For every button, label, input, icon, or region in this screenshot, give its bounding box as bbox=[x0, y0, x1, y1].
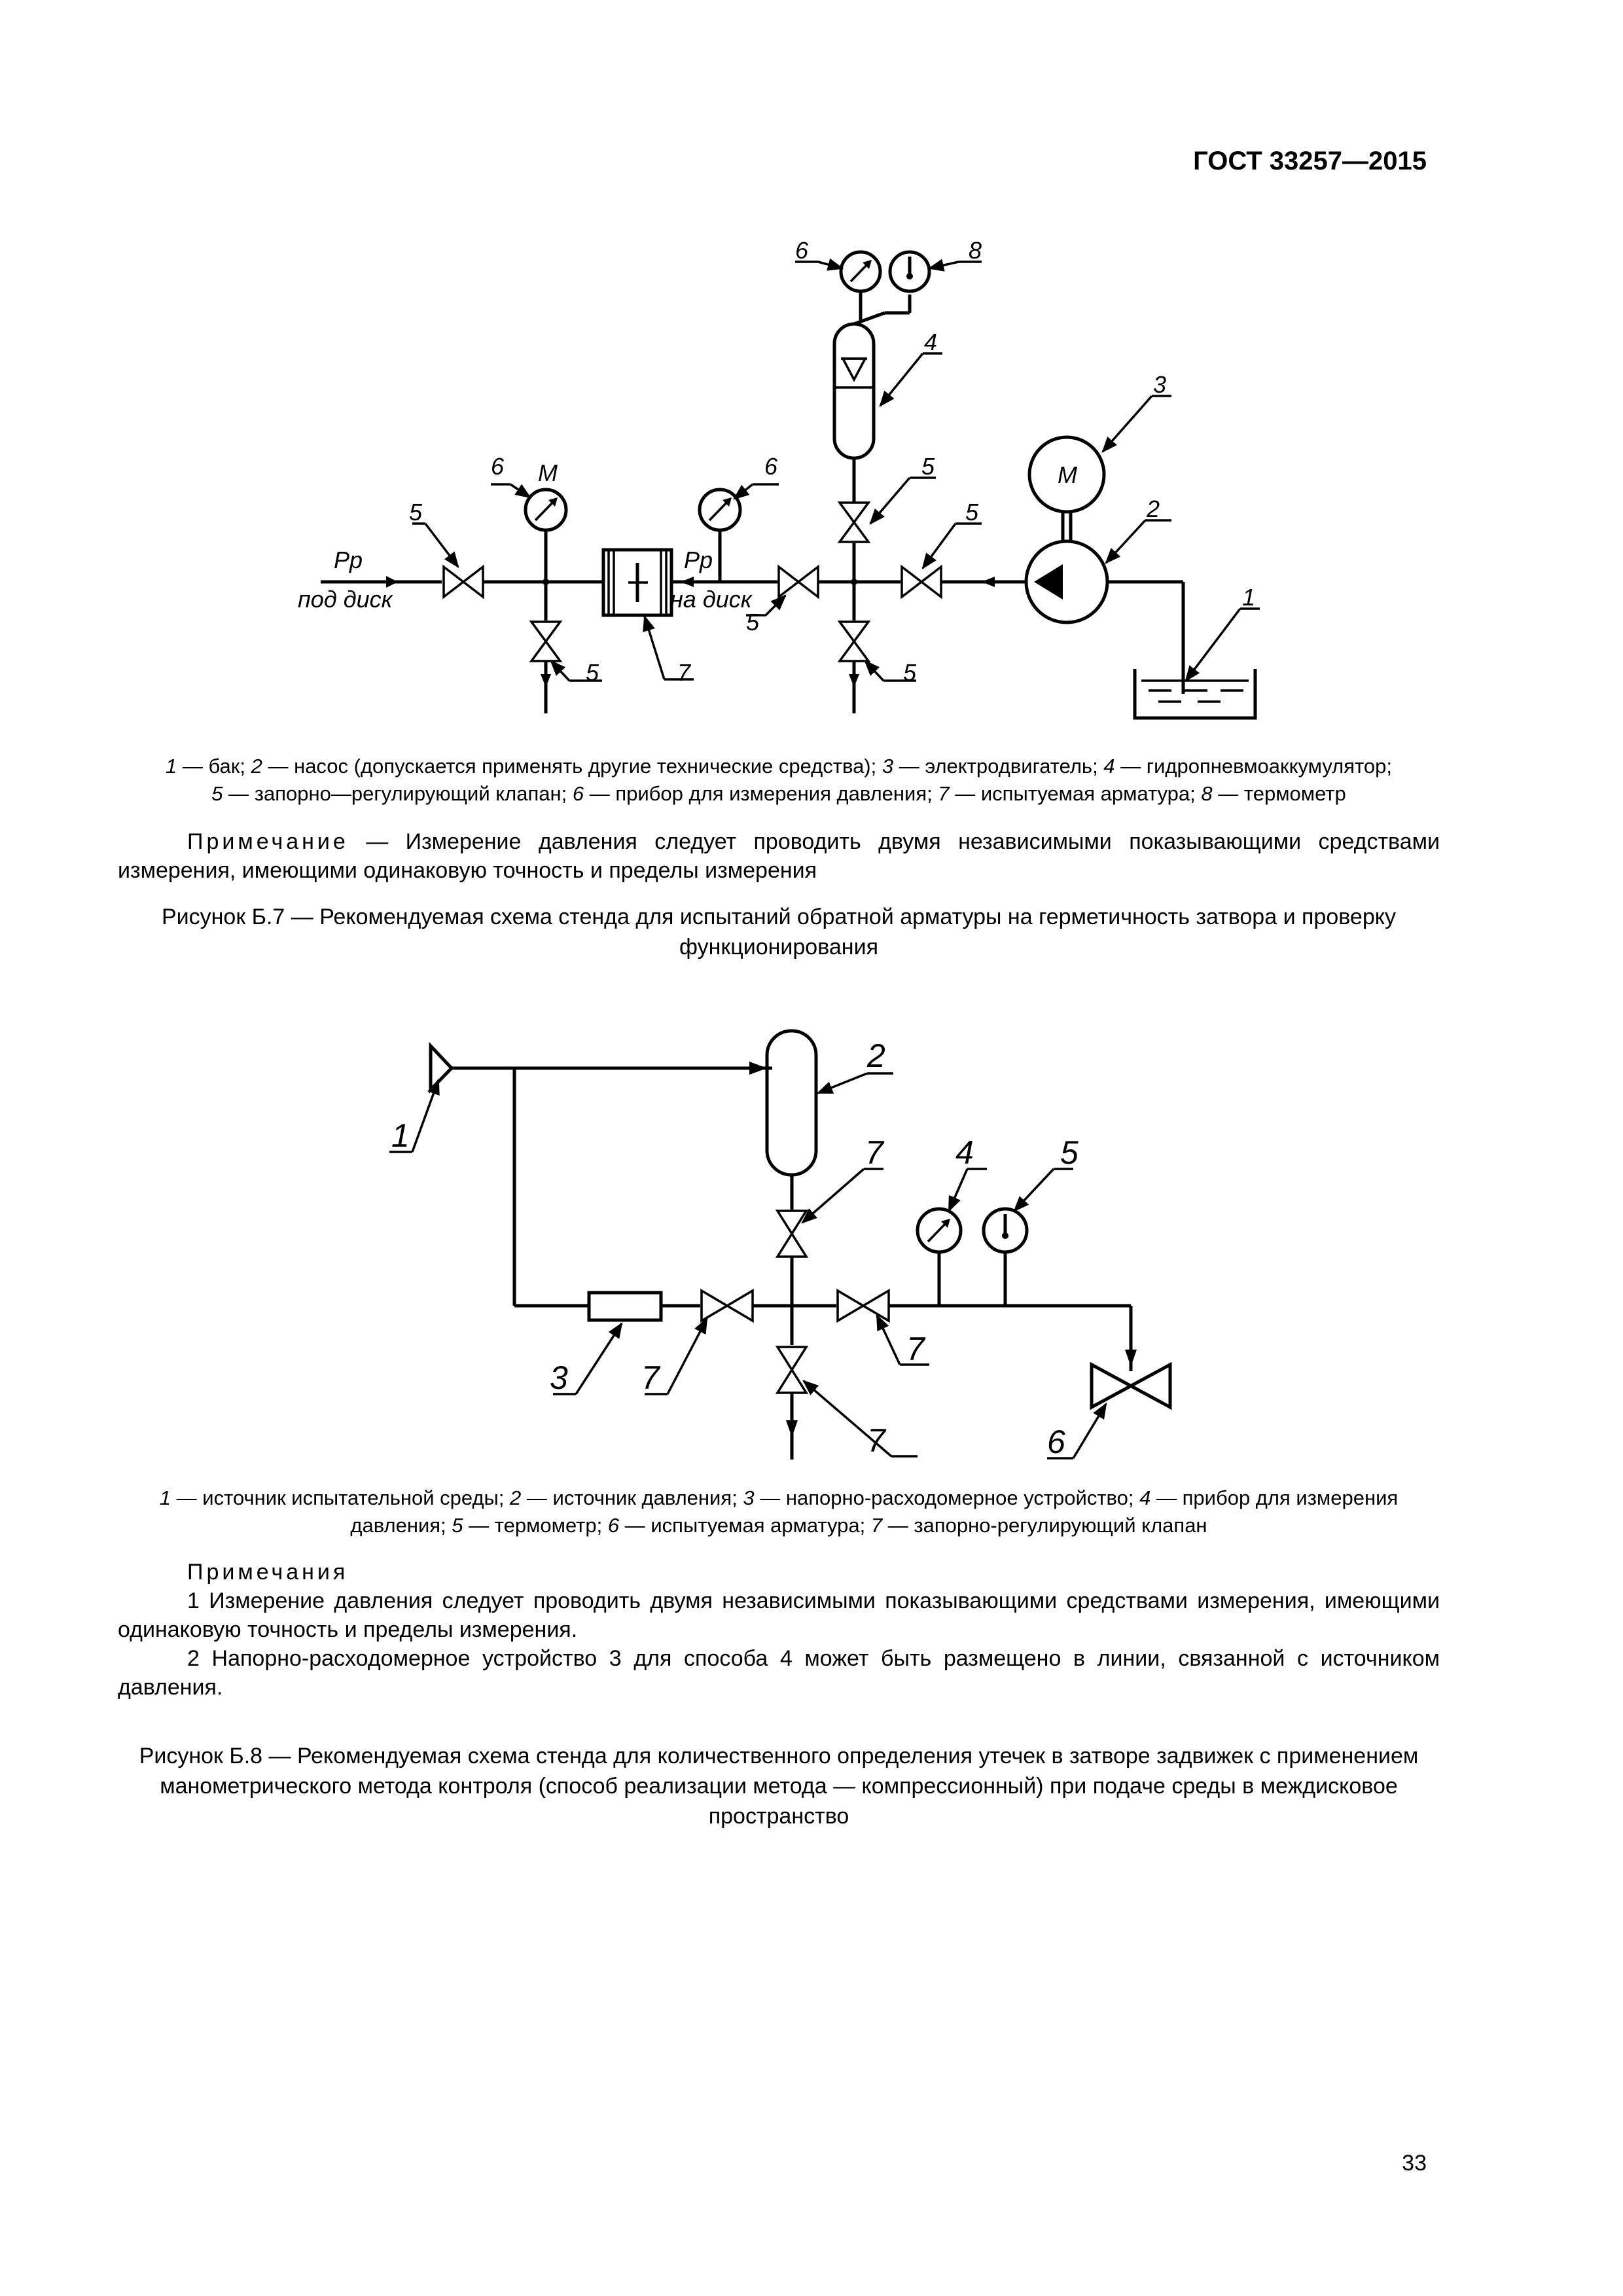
tank bbox=[1135, 669, 1255, 718]
figure-b7-legend: 1 — бак; 2 — насос (допускается применять другие технические средства); 3 — электродвигатель; 4 — гидропневмоаккумулятор; 5 — запорно—регулирующий клапан; 6 — прибор для измерения давления; 7 — испытуемая арматура; 8 — термометр bbox=[166, 755, 1392, 805]
note-1: 1 Измерение давления следует проводить двумя независимыми показывающими средствами измерения, имеющими одинаковую точность и пределы измерения. bbox=[118, 1588, 1440, 1642]
label-4: 4 bbox=[924, 329, 938, 355]
figure-b8-caption: Рисунок Б.8 — Рекомендуемая схема стенда для количественного определения утечек в затворе задвижек с применением манометрического метода контроля (способ реализации метода — компрессионный) при подаче среды в междисковое пространство bbox=[139, 1744, 1419, 1829]
label-b8-7b: 7 bbox=[641, 1359, 660, 1396]
document-header: ГОСТ 33257—2015 bbox=[1193, 147, 1427, 175]
figure-b8-diagram bbox=[0, 1021, 1623, 1479]
label-5e: 5 bbox=[903, 659, 917, 686]
valve-drain bbox=[777, 1347, 806, 1393]
label-b8-7d: 7 bbox=[867, 1422, 885, 1459]
figure-b7-diagram bbox=[0, 223, 1623, 733]
valve-inlet bbox=[444, 567, 483, 597]
test-medium-source bbox=[431, 1046, 452, 1090]
label-na-disk: на диск bbox=[670, 586, 752, 613]
figure-b8-legend: 1 — источник испытательной среды; 2 — источник давления; 3 — напорно-расходомерное устройство; 4 — прибор для измерения давления; 5 — термометр; 6 — испытуемая арматура; 7 — запорно-регулирующий клапан bbox=[159, 1486, 1399, 1537]
label-b8-2: 2 bbox=[867, 1037, 885, 1074]
figure-b7-caption: Рисунок Б.7 — Рекомендуемая схема стенда для испытаний обратной арматуры на герметичность затвора и проверку функционирования bbox=[161, 905, 1396, 960]
label-b8-3: 3 bbox=[550, 1359, 568, 1396]
label-6c: 6 bbox=[795, 237, 809, 264]
valve-drain-right bbox=[840, 622, 868, 661]
label-b8-4: 4 bbox=[955, 1134, 974, 1171]
valve-outlet bbox=[838, 1291, 889, 1321]
label-m-motor: M bbox=[1058, 461, 1077, 488]
label-pp-outlet: Pp bbox=[684, 547, 713, 573]
label-m-gauge: M bbox=[538, 459, 558, 486]
label-5a: 5 bbox=[409, 499, 423, 526]
valve-accumulator bbox=[840, 503, 868, 542]
valve-drain-left bbox=[531, 622, 560, 661]
label-5b: 5 bbox=[586, 659, 599, 686]
label-3: 3 bbox=[1153, 371, 1167, 398]
label-6b: 6 bbox=[764, 453, 778, 480]
label-pp-inlet: Pp bbox=[334, 547, 363, 573]
page-number: 33 bbox=[1402, 2151, 1427, 2176]
label-2: 2 bbox=[1147, 495, 1160, 522]
pressure-source bbox=[767, 1031, 816, 1175]
label-5f: 5 bbox=[965, 499, 979, 526]
valve-pressure bbox=[777, 1211, 806, 1257]
label-b8-7c: 7 bbox=[906, 1331, 925, 1367]
label-b8-5: 5 bbox=[1060, 1134, 1079, 1171]
hydro-accumulator bbox=[834, 324, 874, 458]
label-8: 8 bbox=[969, 237, 982, 264]
flow-meter bbox=[589, 1293, 661, 1320]
label-5c: 5 bbox=[746, 609, 760, 636]
label-6a: 6 bbox=[491, 453, 505, 480]
label-5d: 5 bbox=[921, 453, 935, 480]
figure-b7-note: Примечание — Измерение давления следует проводить двумя независимыми показывающими средствами измерения, имеющими одинаковую точность и пределы измерения bbox=[118, 829, 1440, 883]
label-1: 1 bbox=[1242, 584, 1256, 611]
label-b8-6: 6 bbox=[1047, 1424, 1065, 1460]
label-pod-disk: под диск bbox=[298, 586, 393, 613]
valve-middle bbox=[779, 567, 818, 597]
figure-b8-notes: Примечания 1 Измерение давления следует проводить двумя независимыми показывающими средствами измерения, имеющими одинаковую точность и пределы измерения. 2 Напорно-расходомерное устройство 3 для способа 4 может быть размещено в линии, связанной с источником давления. bbox=[118, 1558, 1440, 1702]
valve-pump bbox=[902, 567, 941, 597]
label-b8-1: 1 bbox=[391, 1117, 410, 1154]
label-7: 7 bbox=[677, 659, 691, 686]
valve-flow bbox=[702, 1291, 753, 1321]
label-b8-7a: 7 bbox=[865, 1134, 883, 1171]
note-2: 2 Напорно-расходомерное устройство 3 для способа 4 может быть размещено в линии, связанной с источником давления. bbox=[118, 1646, 1440, 1700]
